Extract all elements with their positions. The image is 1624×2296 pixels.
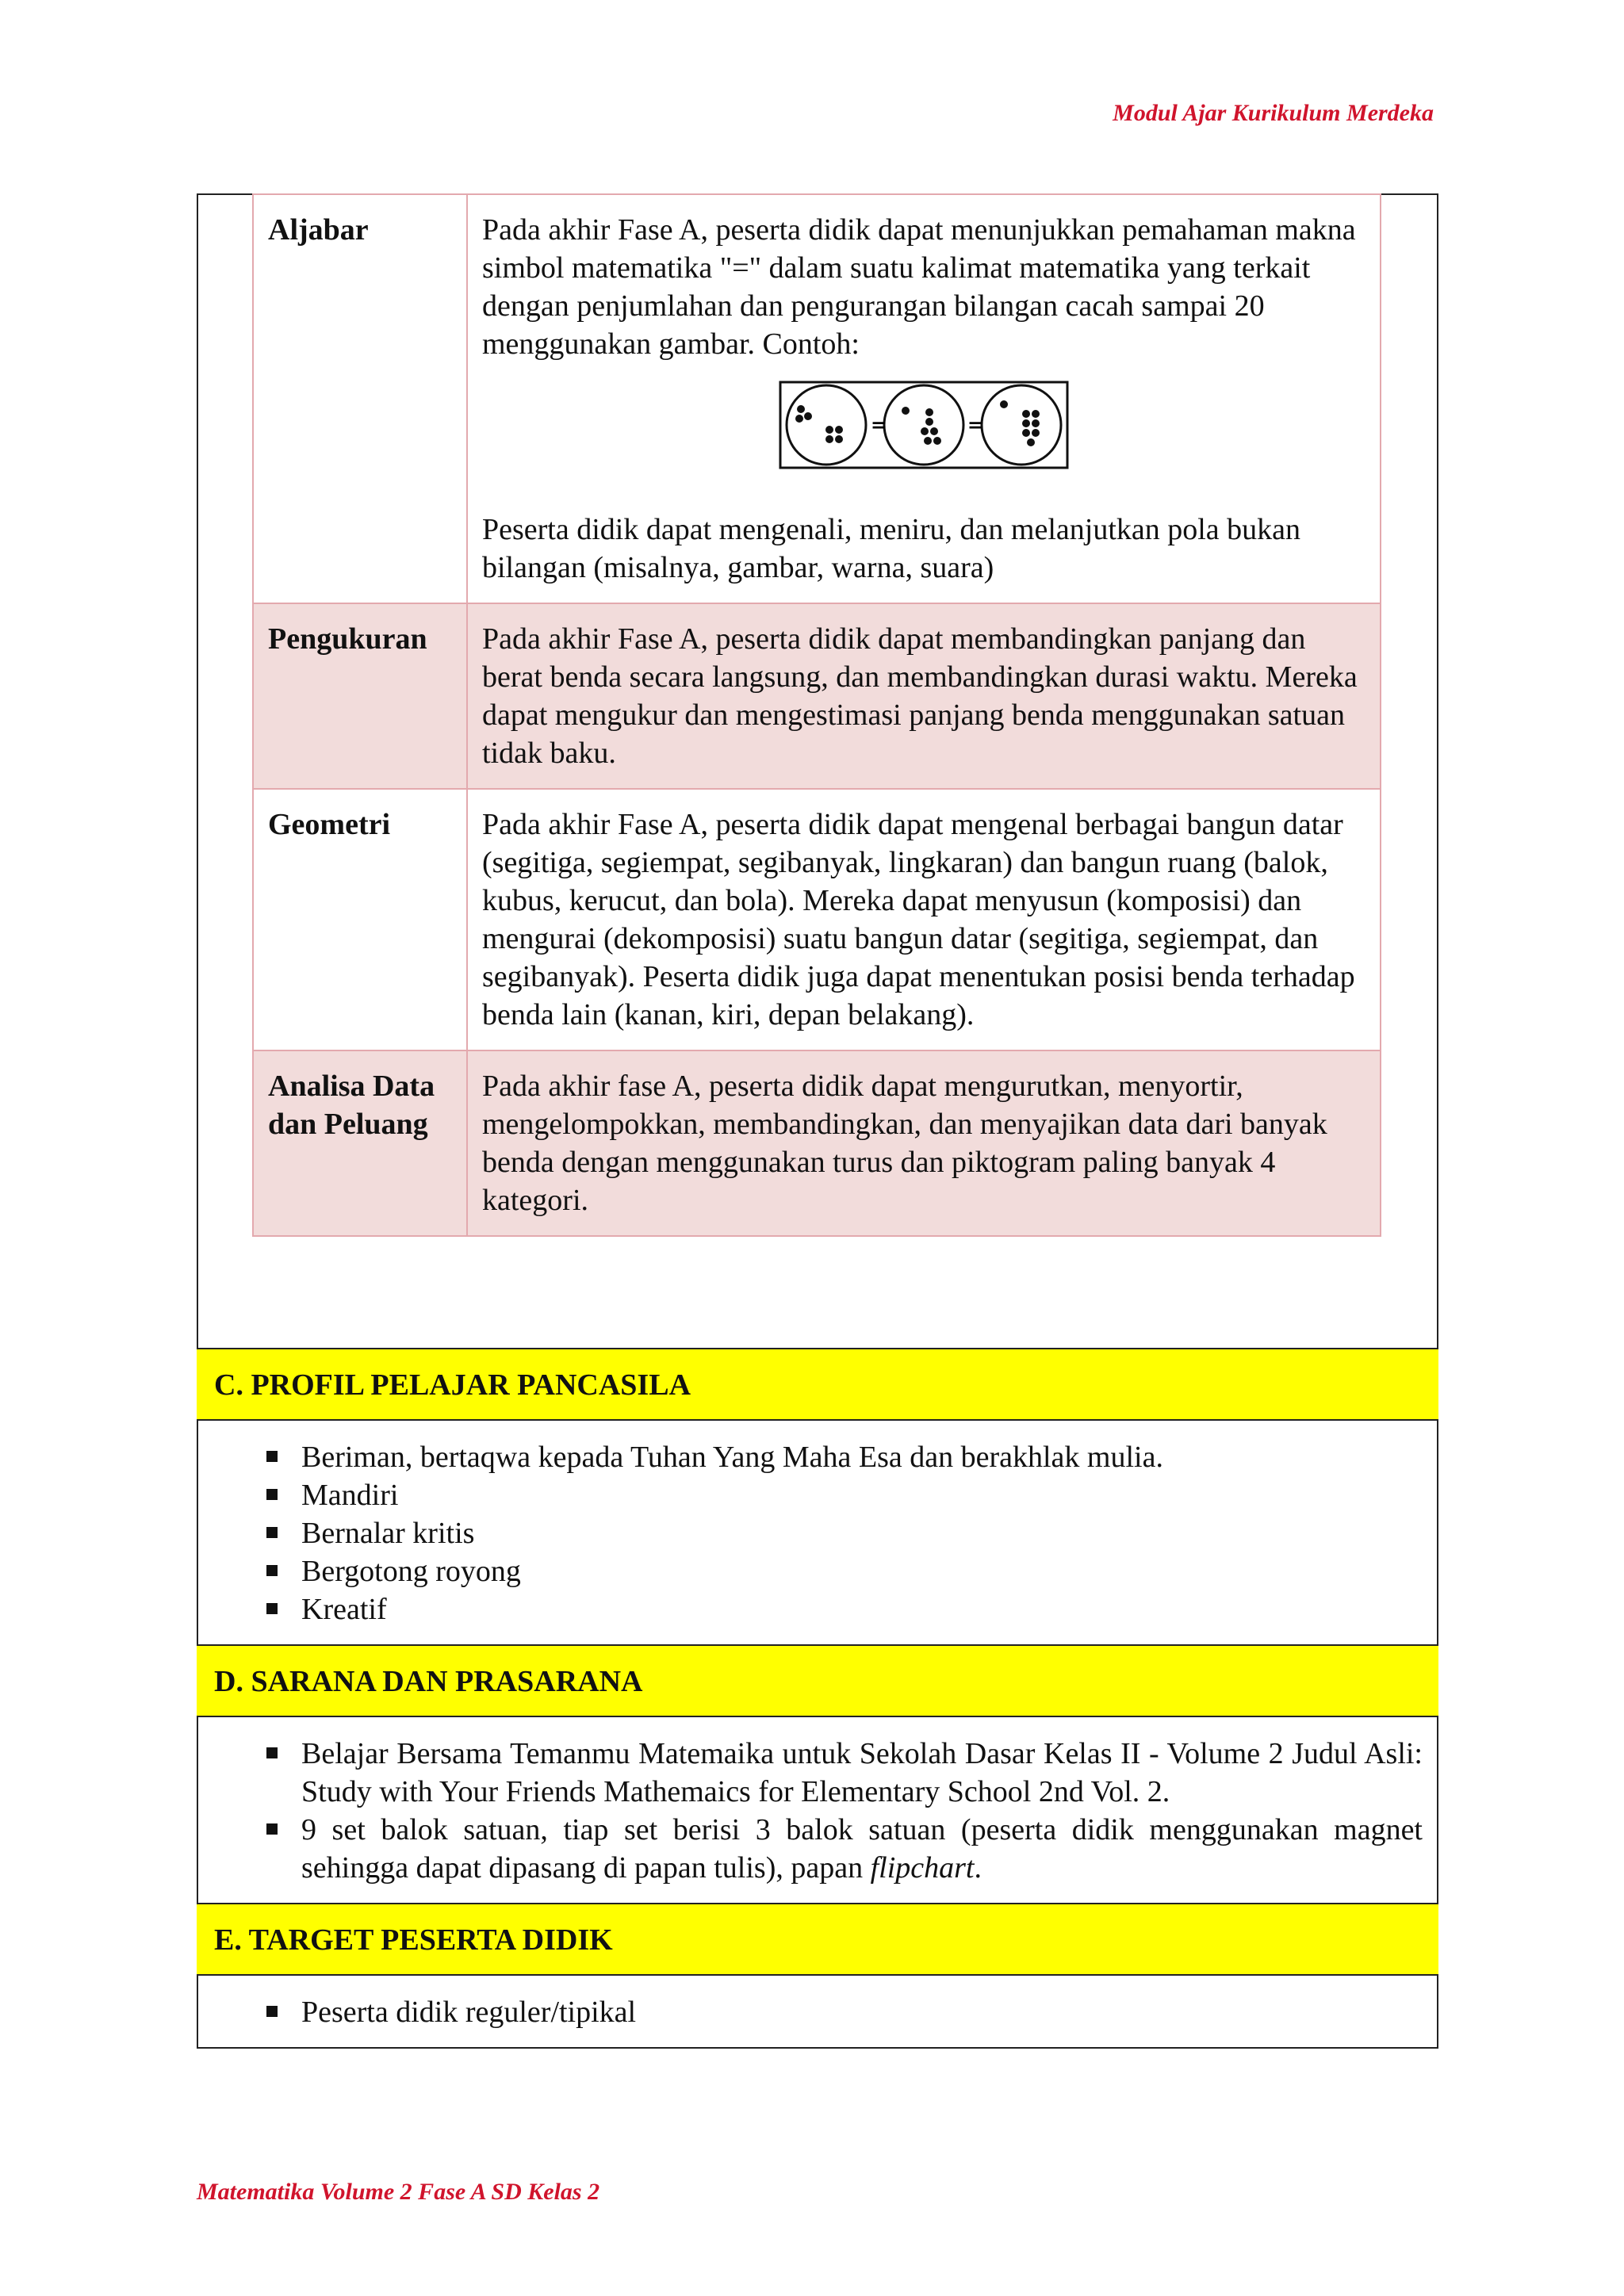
section-profil-pelajar <box>197 1348 1438 1644</box>
row-text: Pada akhir fase A, peserta didik dapat mengurutkan, menyortir, mengelompokkan, membandingkan, dan menyajikan data dari banyak benda dengan menggunakan turus dan piktogram paling banyak 4 kategori. <box>467 1050 1381 1236</box>
list-item-italic: flipchart <box>870 1851 975 1885</box>
header-title: Modul Ajar Kurikulum Merdeka <box>1113 100 1434 126</box>
section-heading: E. TARGET PESERTA DIDIK <box>197 1904 1438 1976</box>
row-geometri <box>253 789 1381 1050</box>
row-text-2: Peserta didik dapat mengenali, meniru, dan melanjutkan pola bukan bilangan (misalnya, gambar, warna, suara) <box>482 513 1301 584</box>
section-body <box>197 1421 1438 1644</box>
section-body <box>197 1976 1438 2047</box>
list-item: Belajar Bersama Temanmu Matemaika untuk Sekolah Dasar Kelas II - Volume 2 Judul Asli: Study with Your Friends Mathemaics for Elementary School 2nd Vol. 2. <box>266 1735 1423 1811</box>
list-item: Mandiri <box>266 1476 1423 1514</box>
row-text: Pada akhir Fase A, peserta didik dapat menunjukkan pemahaman makna simbol matematika "=" dalam suatu kalimat matematika yang terkait dengan penjumlahan dan pengurangan bilangan cacah sampai 20 menggunakan gambar. Contoh: <box>482 213 1356 361</box>
equals-sign-1: = <box>871 414 887 436</box>
row-pengukuran <box>253 603 1381 789</box>
row-label: Geometri <box>253 789 467 1050</box>
bullet-list <box>266 1735 1423 1887</box>
row-aljabar <box>253 194 1381 603</box>
footer-title: Matematika Volume 2 Fase A SD Kelas 2 <box>197 2179 600 2205</box>
equals-sign-2: = <box>967 414 984 436</box>
section-sarana-prasarana <box>197 1644 1438 1903</box>
row-content <box>467 194 1381 603</box>
list-item: Kreatif <box>266 1590 1423 1628</box>
row-label: Aljabar <box>253 194 467 603</box>
list-item: Beriman, bertaqwa kepada Tuhan Yang Maha Esa dan berakhlak mulia. <box>266 1438 1423 1476</box>
section-heading: C. PROFIL PELAJAR PANCASILA <box>197 1349 1438 1421</box>
bullet-list <box>266 1993 1423 2031</box>
section-heading: D. SARANA DAN PRASARANA <box>197 1646 1438 1717</box>
row-analisa-data <box>253 1050 1381 1236</box>
row-text: Pada akhir Fase A, peserta didik dapat membandingkan panjang dan berat benda secara langsung, dan membandingkan durasi waktu. Mereka dapat mengukur dan mengestimasi panjang benda menggunakan satuan tidak baku. <box>467 603 1381 789</box>
list-item: Peserta didik reguler/tipikal <box>266 1993 1423 2031</box>
list-item <box>266 1811 1423 1887</box>
list-item-text: 9 set balok satuan, tiap set berisi 3 balok satuan (peserta didik menggunakan magnet sehingga dapat dipasang di papan tulis), papan <box>301 1813 1423 1885</box>
list-item: Bernalar kritis <box>266 1514 1423 1552</box>
row-text: Pada akhir Fase A, peserta didik dapat mengenal berbagai bangun datar (segitiga, segiempat, segibanyak, lingkaran) dan bangun ruang (balok, kubus, kerucut, dan bola). Mereka dapat menyusun (komposisi) dan mengurai (dekomposisi) suatu bangun datar (segitiga, segiempat, dan segibanyak). Peserta didik juga dapat menentukan posisi benda terhadap benda lain (kanan, kiri, depan belakang). <box>467 789 1381 1050</box>
bullet-list <box>266 1438 1423 1628</box>
equality-example-image <box>482 381 1365 479</box>
list-item: Bergotong royong <box>266 1552 1423 1590</box>
dots-equality-figure <box>779 381 1069 469</box>
row-label: Pengukuran <box>253 603 467 789</box>
section-body <box>197 1717 1438 1903</box>
row-label: Analisa Data dan Peluang <box>253 1050 467 1236</box>
capaian-table <box>252 193 1381 1237</box>
section-target-peserta <box>197 1903 1438 2047</box>
list-item-end: . <box>974 1851 982 1885</box>
